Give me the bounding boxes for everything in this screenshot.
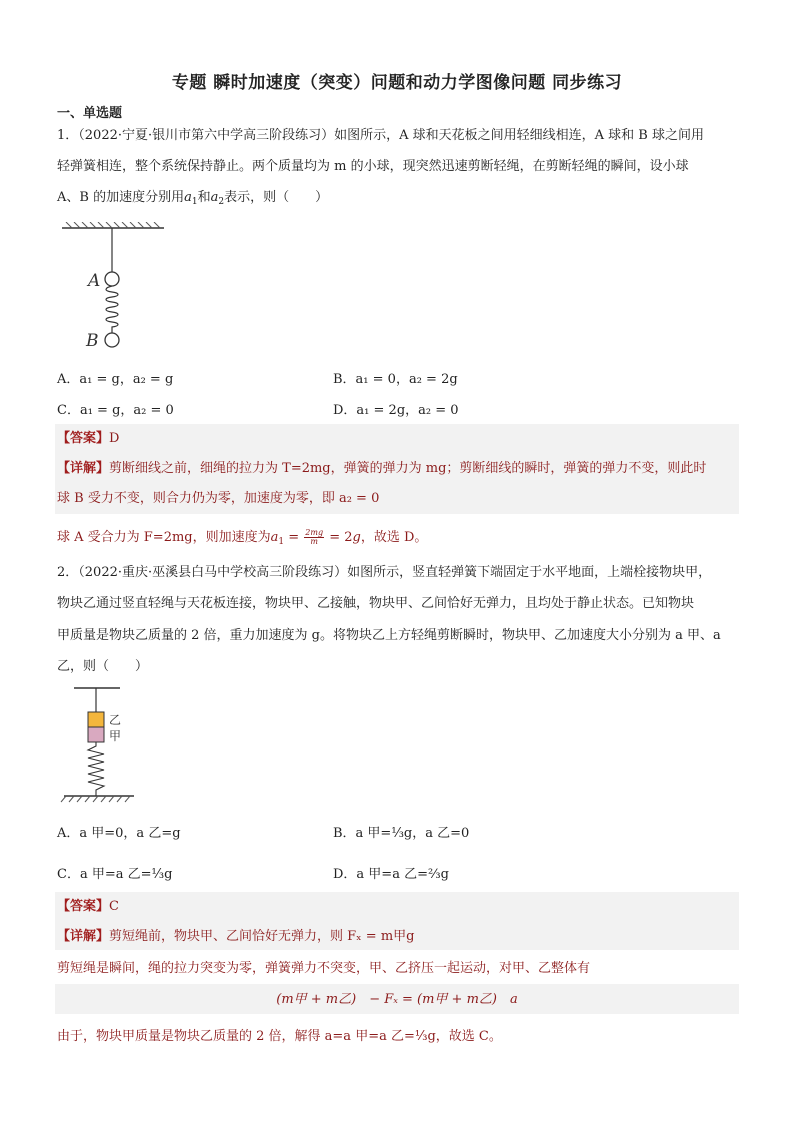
q2-detail-box [55, 920, 739, 950]
q2-line4: 乙，则（ ） [57, 659, 149, 674]
label-block-jia: 甲 [109, 729, 122, 743]
q1-figure [60, 222, 170, 352]
q2-line1: 2．（2022·重庆·巫溪县白马中学校高三阶段练习）如图所示，竖直轻弹簧下端固定于水平地面，上端栓接物块甲， [57, 565, 712, 580]
q2-option-b[interactable]: B．a 甲=⅓g，a 乙=0 [333, 826, 470, 841]
q2-line3: 甲质量是物块乙质量的 2 倍，重力加速度为 g。将物块乙上方轻绳剪断瞬时，物块甲、乙加速度大小分别为 a 甲、a [57, 628, 721, 643]
q1-detail-line3: 球 A 受合力为 F=2mg，则加速度为$a_1$ = $\frac{2mg}{m}$ = 2g，故选 D。 [57, 528, 428, 547]
q1-line3: A、B 的加速度分别用$a_1$和$a_2$表示，则（ ） [57, 190, 329, 207]
page-title: 专题 瞬时加速度（突变）问题和动力学图像问题 同步练习 [171, 73, 623, 93]
q1-detail-tag: 【详解】 [57, 461, 110, 476]
q1-line1: 1．（2022·宁夏·银川市第六中学高三阶段练习）如图所示，A 球和天花板之间用轻细线相连，A 球和 B 球之间用 [57, 128, 704, 143]
q2-equation: (m甲 + m乙) − Fₓ = (m甲 + m乙) a [276, 992, 518, 1007]
q1-option-a[interactable]: A．a₁ = g，a₂ = g [57, 372, 174, 387]
q2-equation-box [55, 984, 739, 1014]
q2-line2: 物块乙通过竖直轻绳与天花板连接，物块甲、乙接触，物块甲、乙间恰好无弹力，且均处于静止状态。已知物块 [57, 596, 695, 611]
q2-answer-tag: 【答案】 [57, 899, 110, 914]
q1-line2: 轻弹簧相连，整个系统保持静止。两个质量均为 m 的小球，现突然迅速剪断轻绳，在剪断轻绳的瞬间，设小球 [57, 159, 689, 174]
q1-detail-line1: 剪断细线之前，细绳的拉力为 T=2mg，弹簧的弹力为 mg；剪断细线的瞬时，弹簧的弹力不变，则此时 [109, 461, 707, 476]
q1-answer: D [109, 431, 120, 446]
q2-figure [60, 684, 150, 804]
q1-answer-tag: 【答案】 [57, 431, 110, 446]
q1-line3-start: A、B 的加速度分别用 [57, 190, 185, 205]
q2-detail-line3: 由于，物块甲质量是物块乙质量的 2 倍，解得 a=a 甲=a 乙=⅓g，故选 C。 [57, 1029, 502, 1044]
label-ball-b: B [86, 331, 99, 351]
q1-detail-box [55, 452, 739, 514]
q2-answer: C [109, 899, 119, 914]
q2-detail-line2: 剪短绳是瞬间，绳的拉力突变为零，弹簧弹力不突变，甲、乙挤压一起运动，对甲、乙整体有 [57, 961, 591, 976]
q2-option-d[interactable]: D．a 甲=a 乙=⅔g [333, 867, 449, 882]
q1-answer-box [55, 424, 739, 452]
section-heading: 一、单选题 [57, 106, 123, 121]
q2-detail-tag: 【详解】 [57, 929, 110, 944]
q1-line3-end: 表示，则（ ） [224, 190, 329, 205]
q1-option-b[interactable]: B．a₁ = 0，a₂ = 2g [333, 372, 458, 387]
q2-option-a[interactable]: A．a 甲=0，a 乙=g [57, 826, 181, 841]
q2-answer-box [55, 892, 739, 920]
q1-option-c[interactable]: C．a₁ = g，a₂ = 0 [57, 403, 174, 418]
label-ball-a: A [88, 271, 101, 291]
q1-detail-line3-end: ，故选 D。 [360, 530, 428, 545]
q2-detail-line1: 剪短绳前，物块甲、乙间恰好无弹力，则 Fₓ = m甲g [109, 929, 415, 944]
q1-option-d[interactable]: D．a₁ = 2g，a₂ = 0 [333, 403, 459, 418]
q2-option-c[interactable]: C．a 甲=a 乙=⅓g [57, 867, 173, 882]
q1-detail-line2: 球 B 受力不变，则合力仍为零，加速度为零，即 a₂ = 0 [57, 491, 380, 506]
q1-detail-line3-start: 球 A 受合力为 F=2mg，则加速度为 [57, 530, 271, 545]
label-block-yi: 乙 [109, 713, 122, 727]
